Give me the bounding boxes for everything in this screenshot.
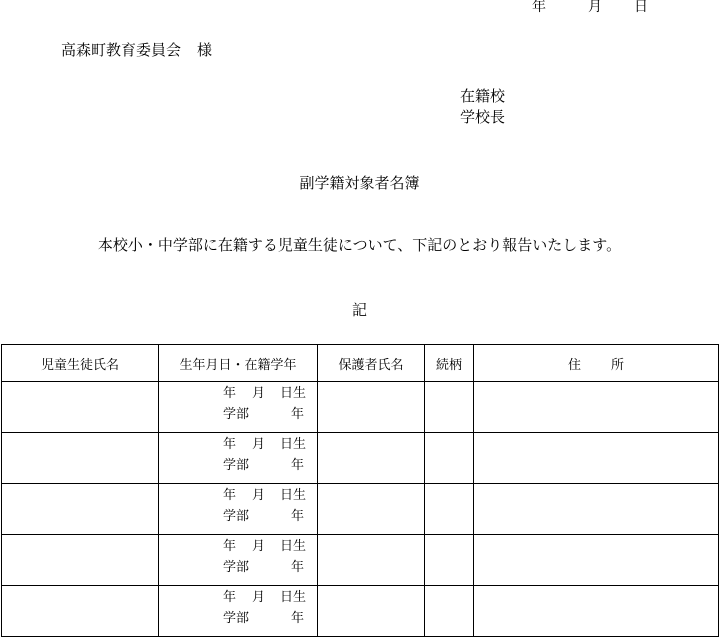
birthdate-line (223, 489, 306, 502)
birthdate-line (223, 438, 306, 451)
birth-grade-cell[interactable] (159, 586, 318, 637)
header-guardian-name: 保護者氏名 (318, 345, 425, 382)
birth-year-label: 年 (223, 539, 237, 554)
recipient-name: 高森町教育委員会 (61, 41, 182, 59)
birth-day-label: 日生 (280, 386, 307, 401)
birth-month-label: 月 (252, 488, 266, 503)
student-name-cell[interactable] (2, 586, 159, 637)
recipient (61, 43, 212, 58)
grade-line (223, 408, 304, 421)
birth-day-label: 日生 (280, 539, 307, 554)
grade-line (223, 510, 304, 523)
birth-day-label: 日生 (280, 590, 307, 605)
birthdate-line (223, 387, 306, 400)
date-line (532, 0, 648, 14)
sender-school: 在籍校 (460, 87, 506, 105)
department-label: 学部 (223, 458, 250, 473)
table-row (2, 382, 719, 433)
department-label: 学部 (223, 407, 250, 422)
grade-line (223, 561, 304, 574)
sender-principal: 学校長 (460, 108, 506, 126)
recipient-honorific: 様 (197, 41, 213, 59)
date-year-label: 年 (532, 0, 546, 15)
table-row (2, 484, 719, 535)
header-address-part2: 所 (611, 357, 625, 373)
grade-label: 年 (291, 560, 305, 575)
relation-cell[interactable] (425, 586, 474, 637)
birth-grade-cell[interactable] (159, 433, 318, 484)
birth-year-label: 年 (223, 590, 237, 605)
birth-grade-cell[interactable] (159, 484, 318, 535)
date-day-label: 日 (634, 0, 648, 15)
header-birth-grade: 生年月日・在籍学年 (159, 345, 318, 382)
birthdate-line (223, 540, 306, 553)
birth-month-label: 月 (252, 437, 266, 452)
table-row (2, 586, 719, 637)
birth-grade-cell[interactable] (159, 535, 318, 586)
grade-label: 年 (291, 611, 305, 626)
birth-day-label: 日生 (280, 437, 307, 452)
header-relation: 続柄 (425, 345, 474, 382)
grade-line (223, 612, 304, 625)
birth-day-label: 日生 (280, 488, 307, 503)
birth-month-label: 月 (252, 386, 266, 401)
address-cell[interactable] (474, 535, 719, 586)
guardian-name-cell[interactable] (318, 382, 425, 433)
department-label: 学部 (223, 509, 250, 524)
header-address-part1: 住 (567, 357, 581, 373)
birth-month-label: 月 (252, 539, 266, 554)
guardian-name-cell[interactable] (318, 535, 425, 586)
document-title: 副学籍対象者名簿 (299, 174, 420, 192)
guardian-name-cell[interactable] (318, 484, 425, 535)
header-address (474, 345, 719, 382)
department-label: 学部 (223, 611, 250, 626)
header-student-name: 児童生徒氏名 (2, 345, 159, 382)
address-cell[interactable] (474, 484, 719, 535)
birth-year-label: 年 (223, 386, 237, 401)
student-name-cell[interactable] (2, 484, 159, 535)
address-cell[interactable] (474, 433, 719, 484)
grade-label: 年 (291, 458, 305, 473)
table-row (2, 535, 719, 586)
birth-year-label: 年 (223, 437, 237, 452)
ki-heading: 記 (351, 301, 367, 319)
birth-month-label: 月 (252, 590, 266, 605)
roster-table (1, 344, 719, 637)
birth-year-label: 年 (223, 488, 237, 503)
student-name-cell[interactable] (2, 535, 159, 586)
relation-cell[interactable] (425, 484, 474, 535)
grade-label: 年 (291, 509, 305, 524)
guardian-name-cell[interactable] (318, 586, 425, 637)
table-row (2, 433, 719, 484)
birthdate-line (223, 591, 306, 604)
department-label: 学部 (223, 560, 250, 575)
grade-label: 年 (291, 407, 305, 422)
birth-grade-cell[interactable] (159, 382, 318, 433)
relation-cell[interactable] (425, 382, 474, 433)
grade-line (223, 459, 304, 472)
address-cell[interactable] (474, 586, 719, 637)
relation-cell[interactable] (425, 535, 474, 586)
date-month-label: 月 (588, 0, 602, 15)
table-header-row (2, 345, 719, 382)
student-name-cell[interactable] (2, 433, 159, 484)
report-statement: 本校小・中学部に在籍する児童生徒について、下記のとおり報告いたします。 (97, 236, 622, 254)
relation-cell[interactable] (425, 433, 474, 484)
address-cell[interactable] (474, 382, 719, 433)
student-name-cell[interactable] (2, 382, 159, 433)
guardian-name-cell[interactable] (318, 433, 425, 484)
